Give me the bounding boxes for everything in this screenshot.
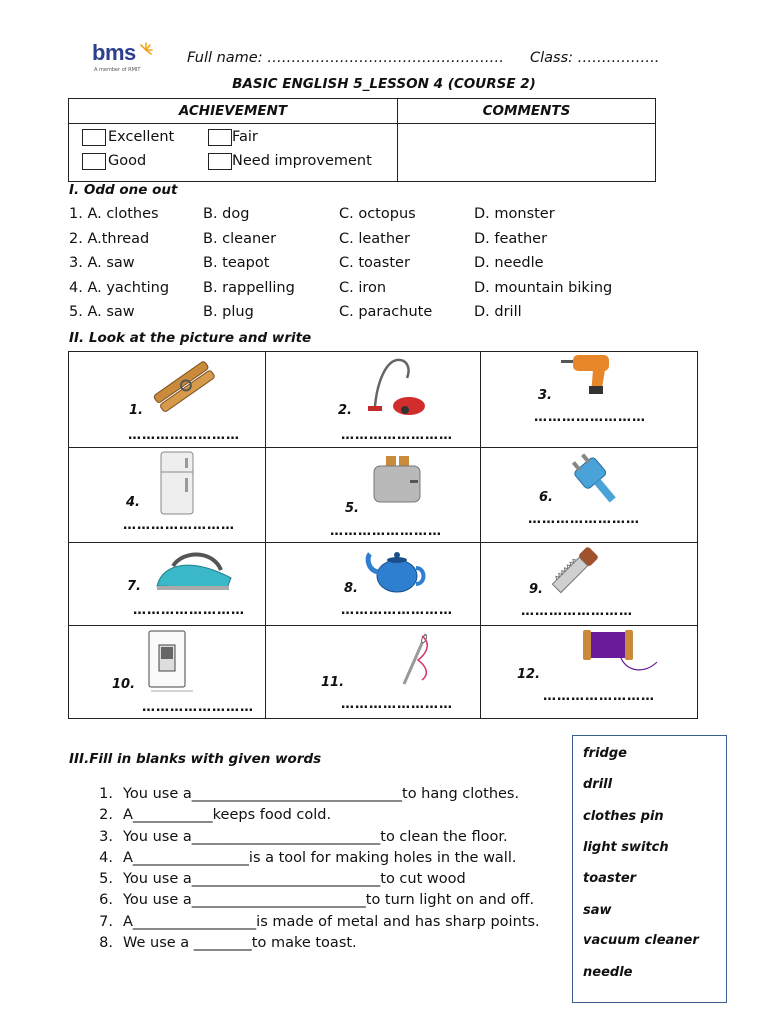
logo-text: bms: [92, 40, 136, 65]
logo-subtitle: A member of RMIT: [94, 67, 141, 73]
answer-blank-5[interactable]: ……………………: [330, 524, 442, 539]
full-name-field[interactable]: Full name: ………………………………………….: [187, 50, 504, 66]
saw-icon: [547, 542, 603, 598]
q5-d: D. drill: [474, 304, 522, 320]
fair-checkbox[interactable]: [208, 129, 232, 146]
fair-label: Fair: [232, 129, 258, 145]
q3-b: B. teapot: [203, 255, 270, 271]
q4-c: C. iron: [339, 280, 387, 296]
q1-d: D. monster: [474, 206, 555, 222]
page-title: BASIC ENGLISH 5_LESSON 4 (COURSE 2): [232, 76, 536, 92]
answer-blank-9[interactable]: ……………………: [521, 604, 633, 619]
q5-a: 5. A. saw: [69, 304, 135, 320]
fridge-icon: [157, 450, 197, 516]
sentence-1[interactable]: 1. You use a_____________________________to hang clothes.: [99, 786, 520, 802]
sentence-5[interactable]: 5. You use a__________________________to cut wood: [99, 871, 466, 888]
sentence-2[interactable]: 2. A___________keeps food cold.: [99, 807, 332, 824]
answer-blank-2[interactable]: ……………………: [341, 428, 453, 443]
q2-b: B. cleaner: [203, 231, 277, 247]
achievement-table: [68, 98, 656, 182]
word-toaster: toaster: [583, 871, 637, 886]
word-vacuum-cleaner: vacuum cleaner: [583, 933, 699, 948]
grid-divider: [69, 447, 697, 448]
needle-icon: [396, 630, 436, 690]
item-number-3: 3.: [538, 388, 552, 403]
drill-icon: [561, 352, 621, 396]
answer-blank-11[interactable]: ……………………: [341, 697, 453, 712]
picture-grid: [68, 351, 698, 719]
plug-icon: [569, 450, 623, 510]
word-needle: needle: [583, 965, 633, 980]
fill-in-blanks-list: [88, 784, 540, 954]
achievement-options: [69, 124, 398, 182]
answer-blank-12[interactable]: ……………………: [543, 689, 655, 704]
q3-a: 3. A. saw: [69, 255, 135, 271]
sentence-8[interactable]: 8. We use a ________to make toast.: [99, 935, 357, 952]
q3-d: D. needle: [474, 255, 544, 271]
word-clothes-pin: clothes pin: [583, 809, 664, 824]
answer-blank-8[interactable]: ……………………: [341, 603, 453, 618]
section3-title: III.Fill in blanks with given words: [69, 751, 322, 767]
comments-cell[interactable]: [398, 124, 656, 182]
need-improvement-label: Need improvement: [232, 153, 372, 169]
answer-blank-10[interactable]: ……………………: [142, 700, 254, 715]
item-number-7: 7.: [127, 579, 141, 594]
achievement-header: ACHIEVEMENT: [69, 99, 398, 124]
sentence-7[interactable]: 7. A_________________is made of metal and has sharp points.: [99, 913, 540, 930]
teapot-icon: [364, 542, 430, 594]
class-field[interactable]: Class: ……………..: [530, 50, 660, 66]
q2-a: 2. A.thread: [69, 231, 150, 247]
sentence-6[interactable]: 6. You use a________________________to turn light on and off.: [99, 892, 535, 909]
good-label: Good: [108, 153, 147, 169]
q2-c: C. leather: [339, 231, 410, 247]
q4-a: 4. A. yachting: [69, 280, 170, 296]
item-number-4: 4.: [126, 495, 140, 510]
answer-blank-6[interactable]: ……………………: [528, 512, 640, 527]
item-number-5: 5.: [345, 501, 359, 516]
excellent-label: Excellent: [108, 129, 175, 145]
answer-blank-7[interactable]: ……………………: [133, 603, 245, 618]
item-number-10: 10.: [112, 677, 136, 692]
word-saw: saw: [583, 903, 612, 918]
word-bank: [572, 735, 727, 1003]
section1-title: I. Odd one out: [69, 182, 178, 198]
sentence-4[interactable]: 4. A________________is a tool for making holes in the wall.: [99, 849, 517, 866]
answer-blank-1[interactable]: ……………………: [128, 428, 240, 443]
q1-b: B. dog: [203, 206, 250, 222]
answer-blank-3[interactable]: ……………………: [534, 410, 646, 425]
vacuum-cleaner-icon: [365, 354, 427, 416]
q4-d: D. mountain biking: [474, 280, 613, 296]
iron-icon: [153, 544, 235, 594]
item-number-8: 8.: [344, 581, 358, 596]
item-number-9: 9.: [529, 582, 543, 597]
comments-header: COMMENTS: [398, 99, 656, 124]
section2-title: II. Look at the picture and write: [69, 330, 312, 346]
need-improvement-checkbox[interactable]: [208, 153, 232, 170]
good-checkbox[interactable]: [82, 153, 106, 170]
toaster-icon: [370, 454, 424, 508]
q5-c: C. parachute: [339, 304, 433, 320]
grid-divider: [480, 352, 481, 718]
grid-divider: [265, 352, 266, 718]
item-number-1: 1.: [129, 403, 143, 418]
answer-blank-4[interactable]: ……………………: [123, 518, 235, 533]
item-number-2: 2.: [338, 403, 352, 418]
q1-a: 1. A. clothes: [69, 206, 159, 222]
q4-b: B. rappelling: [203, 280, 295, 296]
q1-c: C. octopus: [339, 206, 416, 222]
thread-spool-icon: [581, 624, 661, 676]
word-drill: drill: [583, 777, 613, 792]
light-switch-icon: [145, 629, 195, 693]
q2-d: D. feather: [474, 231, 548, 247]
logo-sun-icon: [138, 42, 154, 58]
bms-logo: [88, 40, 158, 78]
q3-c: C. toaster: [339, 255, 410, 271]
word-fridge: fridge: [583, 746, 627, 761]
item-number-12: 12.: [517, 667, 541, 682]
clothes-pin-icon: [149, 355, 219, 421]
word-light-switch: light switch: [583, 840, 669, 855]
q5-b: B. plug: [203, 304, 254, 320]
excellent-checkbox[interactable]: [82, 129, 106, 146]
item-number-11: 11.: [321, 675, 345, 690]
item-number-6: 6.: [539, 490, 553, 505]
sentence-3[interactable]: 3. You use a__________________________to clean the floor.: [99, 828, 508, 845]
